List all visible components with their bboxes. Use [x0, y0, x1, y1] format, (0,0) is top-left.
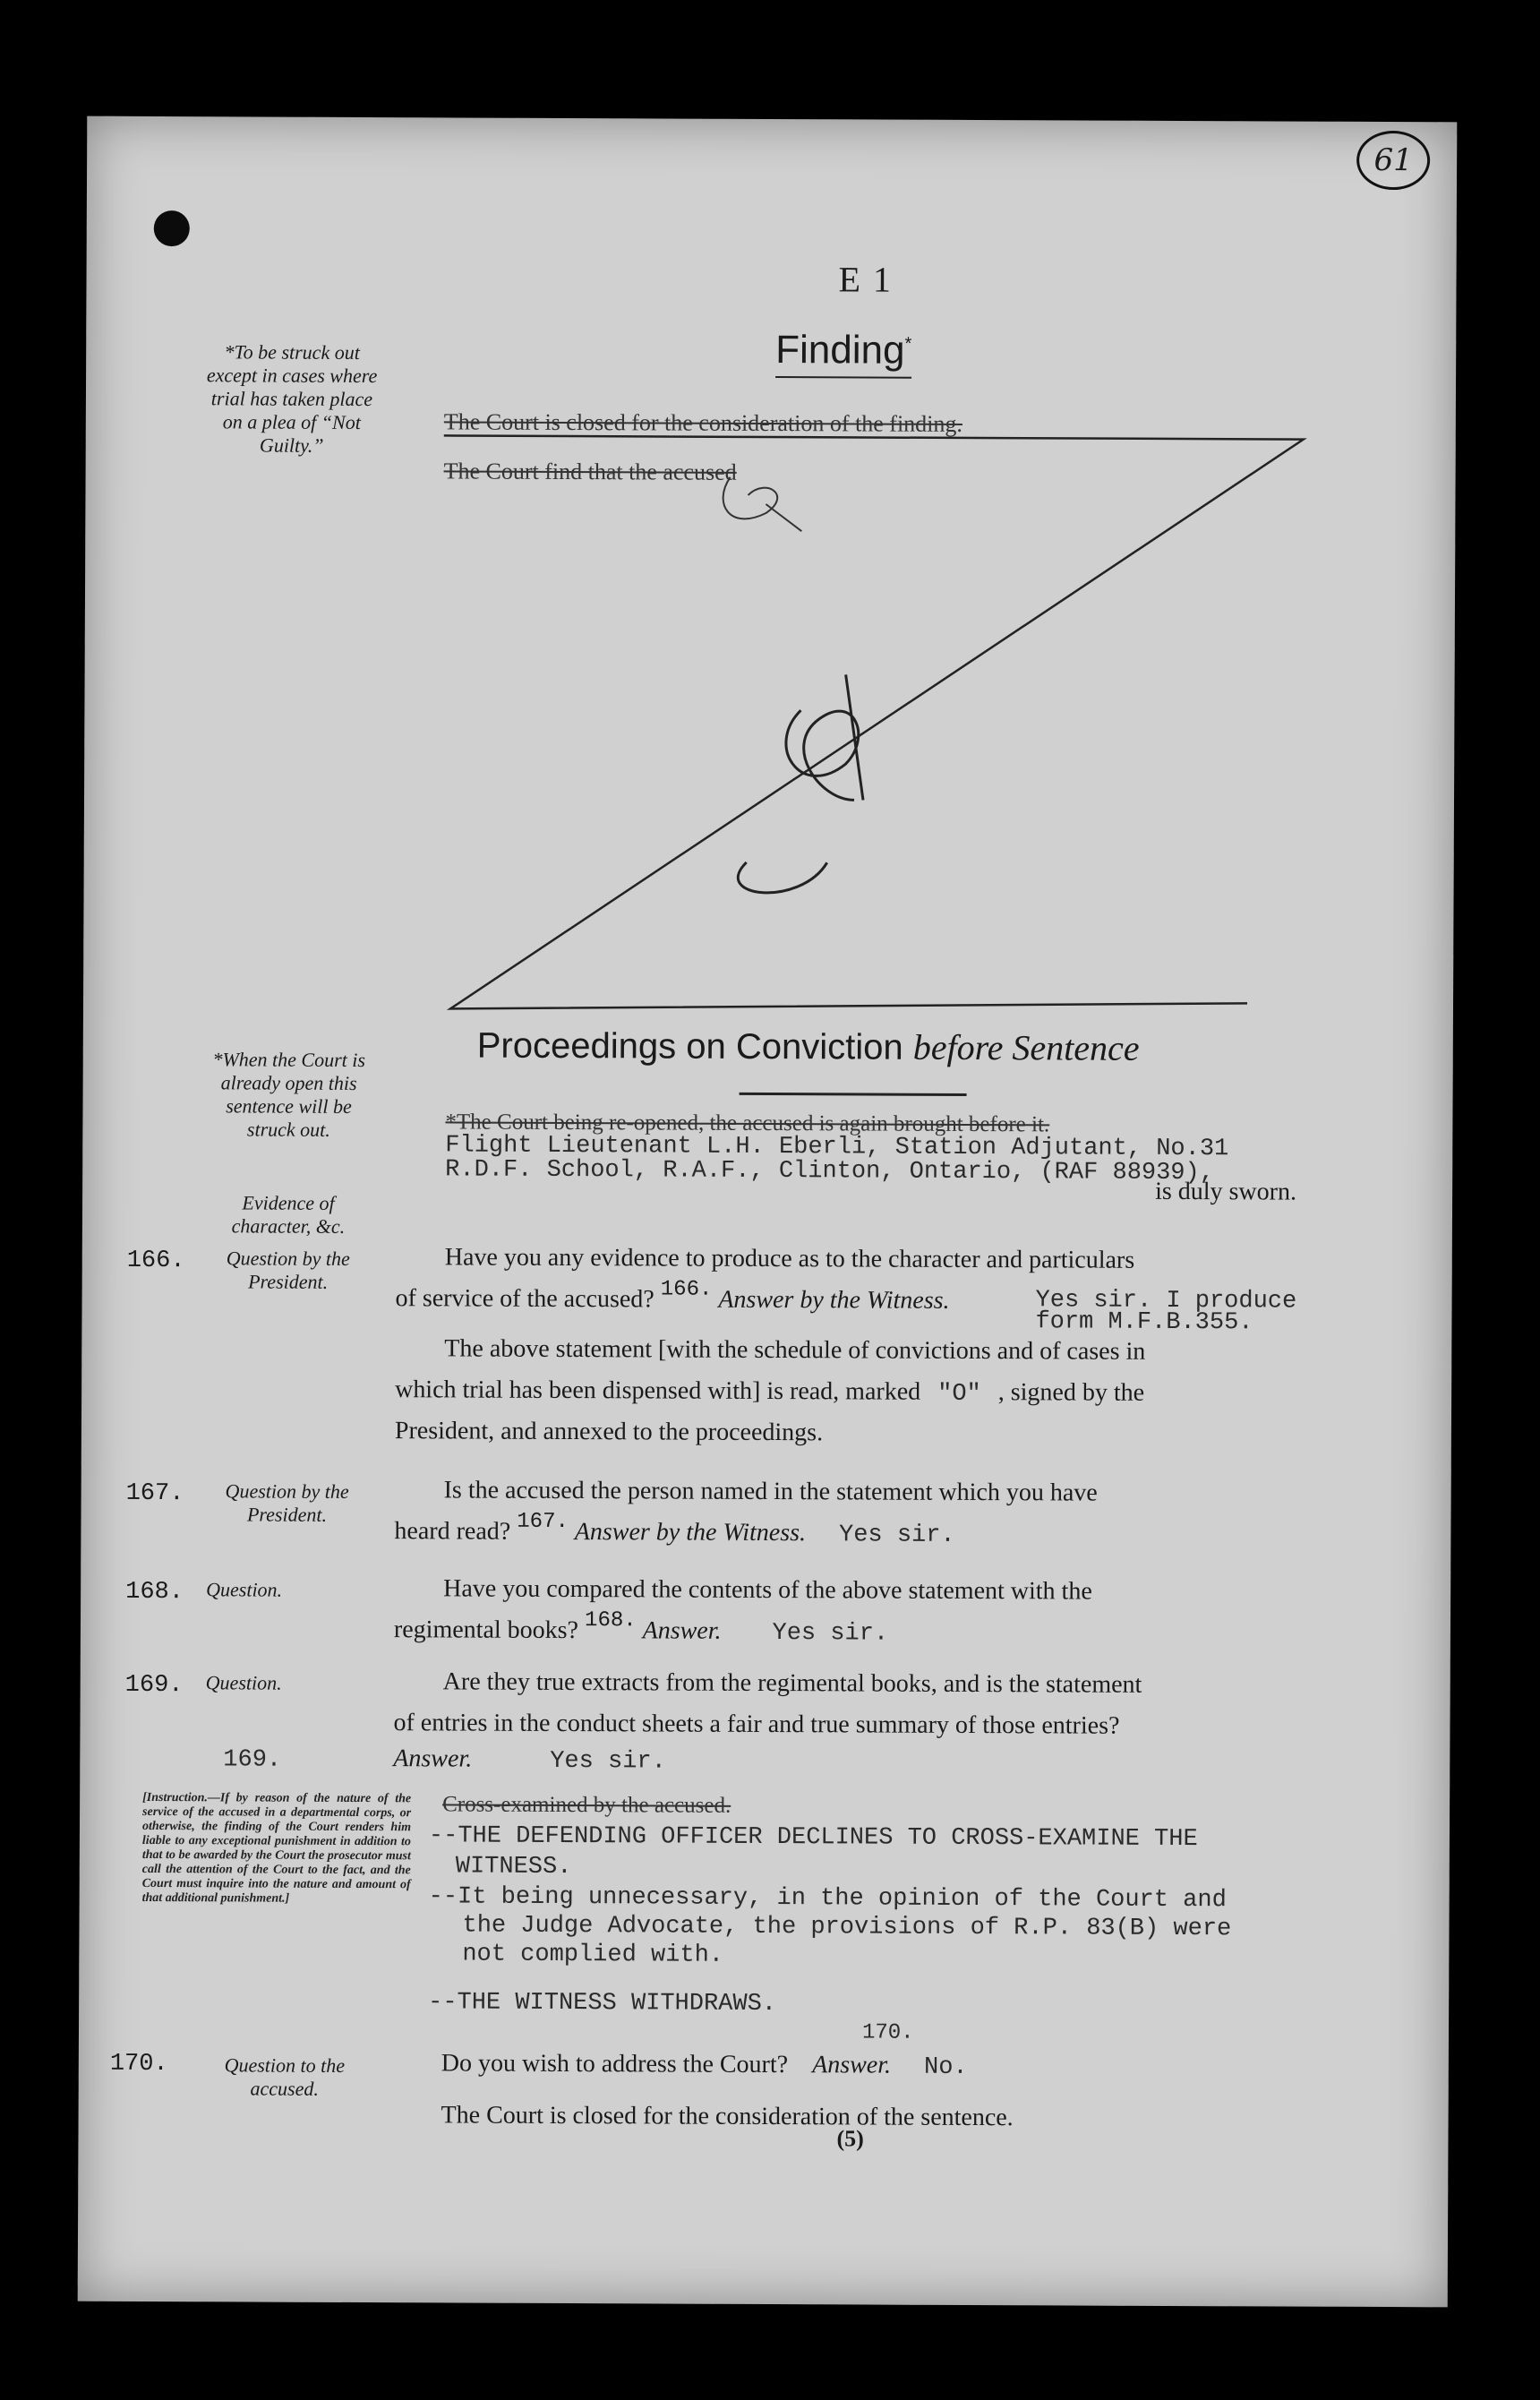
q166-typed-answer-1: Yes sir. I produce — [1035, 1287, 1297, 1316]
page-number: (5) — [836, 2125, 864, 2152]
finding-struck-line-2: The Court find that the accused — [443, 458, 737, 485]
q167-text-2-body: heard read? — [394, 1517, 511, 1546]
proceedings-struck-line: *The Court being re-opened, the accused is again brought before it. — [445, 1110, 1050, 1137]
q170-typed-answer: No. — [923, 2053, 968, 2081]
statement-marked: "O" — [937, 1380, 981, 1409]
duly-sworn: is duly sworn. — [1155, 1177, 1297, 1206]
q167-text-1: Is the accused the person named in the statement which you have — [443, 1476, 1098, 1507]
q168-text-2 — [394, 1609, 888, 1655]
statement-line-2 — [395, 1369, 1144, 1416]
initials-center — [738, 674, 863, 893]
statement-line-1: The above statement [with the schedule of convictions and of cases in — [444, 1334, 1146, 1366]
q168-text-2-body: regimental books? — [393, 1616, 579, 1645]
q166-label: Question by the President. — [226, 1247, 350, 1293]
proceedings-heading-italic: before Sentence — [912, 1026, 1140, 1068]
initials-top — [723, 477, 801, 531]
q167-text-2 — [394, 1511, 954, 1557]
strike-z-lines — [441, 435, 1304, 1012]
strike-out-diagram — [83, 116, 1458, 1108]
statement-line-3: President, and annexed to the proceedings. — [394, 1417, 824, 1447]
q170-text — [441, 2043, 968, 2088]
q166-text-2 — [395, 1278, 949, 1324]
q170-answer-label: Answer. — [812, 2051, 892, 2079]
q169-answer-label: Answer. — [393, 1744, 473, 1773]
q169-typed-answer: Yes sir. — [550, 1747, 666, 1776]
proceedings-margin-note: *When the Court is already open this sentence will be struck out. — [212, 1048, 366, 1141]
q166-text-2-body: of service of the accused? — [395, 1284, 654, 1314]
q169-text-1: Are they true extracts from the regimental books, and is the statement — [442, 1667, 1142, 1699]
q170-number: 170. — [109, 2050, 168, 2079]
q166-typed-answer-2: form M.F.B.355. — [1035, 1308, 1253, 1337]
finding-heading-mark: * — [904, 334, 912, 355]
proceedings-heading — [477, 1024, 1140, 1069]
typed-witness-line-1: Flight Lieutenant L.H. Eberli, Station Adjutant, No.31 — [445, 1132, 1229, 1163]
cross-exam-struck: Cross-examined by the accused. — [442, 1792, 732, 1818]
q168-answer-label: Answer. — [642, 1616, 722, 1645]
q168-sup: 168. — [585, 1608, 637, 1633]
q166-text-1: Have you any evidence to produce as to the character and particulars — [444, 1243, 1135, 1274]
q170-text-body: Do you wish to address the Court? — [441, 2049, 789, 2079]
finding-heading-text: Finding — [775, 328, 905, 373]
statement-line-2-pre: which trial has been dispensed with] is read, marked — [395, 1376, 921, 1406]
typed-witness-line-2: R.D.F. School, R.A.F., Clinton, Ontario, (RAF 88939), — [445, 1156, 1215, 1187]
evidence-margin-note: Evidence of character, &c. — [231, 1191, 346, 1238]
document-page — [78, 116, 1458, 2308]
q167-sup: 167. — [517, 1509, 569, 1535]
cross-exam-typed-3: --It being unnecessary, in the opinion of the Court and — [428, 1883, 1227, 1915]
q166-number: 166. — [126, 1247, 185, 1275]
instruction-note: [Instruction.—If by reason of the nature of the service of the accused in a departmental corps, or otherwise, the finding of the Court renders him liable to any exceptional punishment in addition to that to be awarded by the Court the prosecutor must call the attention of the Court to the fact, and the Court must inquire into the nature and amount of that additional punishment.] — [141, 1790, 412, 1906]
q167-label: Question by the President. — [225, 1479, 349, 1526]
q168-text-1: Have you compared the contents of the above statement with the — [443, 1574, 1092, 1606]
q166-answer-label: Answer by the Witness. — [718, 1285, 950, 1315]
cross-exam-typed-5: not complied with. — [462, 1941, 724, 1969]
q170-sup: 170. — [861, 2020, 914, 2045]
cross-exam-typed-1: --THE DEFENDING OFFICER DECLINES TO CROSS-EXAMINE THE — [428, 1822, 1198, 1854]
form-code: E 1 — [838, 259, 894, 300]
q170-label: Question to the accused. — [224, 2053, 346, 2100]
q168-typed-answer: Yes sir. — [772, 1620, 889, 1648]
q167-number: 167. — [125, 1479, 184, 1508]
closing-line: The Court is closed for the consideration of the sentence. — [441, 2101, 1014, 2132]
cross-exam-typed-4: the Judge Advocate, the provisions of R.P. 83(B) were — [462, 1912, 1232, 1943]
q169-sup: 169. — [223, 1746, 282, 1774]
folio-number: 61 — [1356, 131, 1430, 190]
q168-number: 168. — [125, 1578, 184, 1607]
q166-sup: 166. — [660, 1277, 713, 1302]
q168-label: Question. — [206, 1578, 283, 1601]
q167-typed-answer: Yes sir. — [838, 1521, 955, 1549]
q169-answer — [393, 1738, 666, 1782]
q167-answer-label: Answer by the Witness. — [574, 1518, 807, 1547]
finding-margin-note: *To be struck out except in cases where trial has taken place on a plea of “Not Guilty.” — [206, 340, 378, 457]
cross-exam-typed-2: WITNESS. — [455, 1853, 572, 1881]
cross-exam-typed-6: --THE WITNESS WITHDRAWS. — [428, 1989, 777, 2019]
q169-number: 169. — [124, 1671, 184, 1700]
proceedings-heading-main: Proceedings on Conviction — [476, 1025, 903, 1067]
statement-line-2-post: , signed by the — [997, 1378, 1145, 1407]
finding-struck-line-1: The Court is closed for the consideration of the finding. — [443, 408, 962, 437]
q169-text-2: of entries in the conduct sheets a fair and true summary of those entries? — [393, 1709, 1120, 1740]
q169-label: Question. — [205, 1671, 282, 1694]
